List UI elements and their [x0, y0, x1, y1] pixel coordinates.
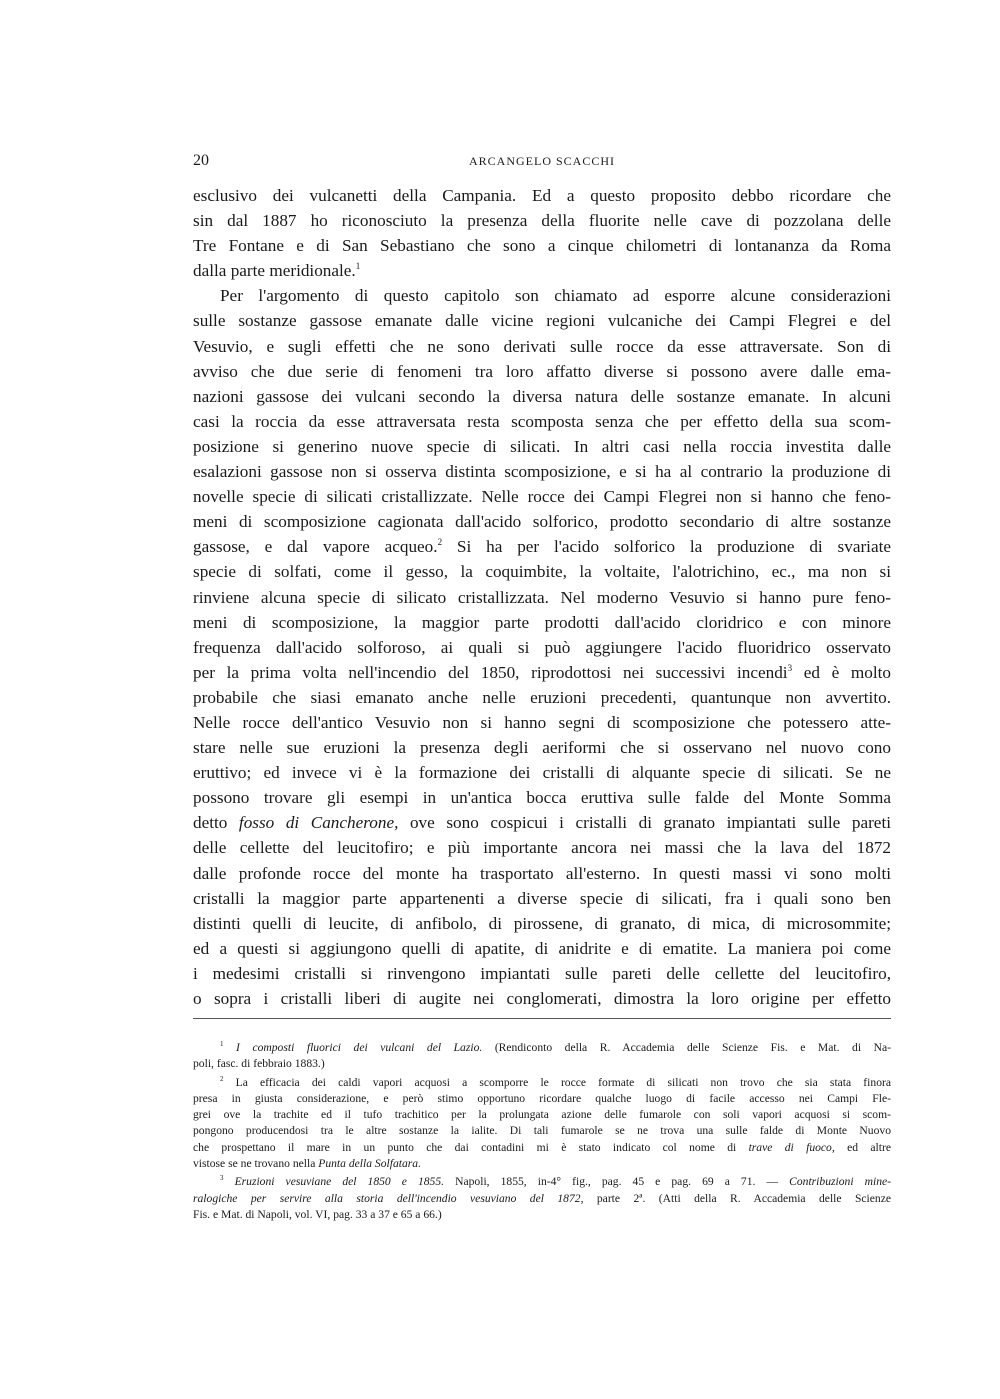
- text-line: [193, 258, 891, 283]
- text-line: novelle specie di silicati cristallizzate. Nelle rocce dei Campi Flegrei non si hanno che feno-: [193, 487, 891, 507]
- body-text: [193, 183, 891, 1011]
- footnotes: [193, 1040, 891, 1223]
- text-line: sin dal 1887 ho riconosciuto la presenza della fluorite nelle cave di pozzolana delle: [193, 211, 891, 231]
- footnote-ref: 1: [355, 261, 361, 272]
- running-title: ARCANGELO SCACCHI: [468, 154, 615, 168]
- text-line: esalazioni gassose non si osserva distinta scomposizione, e si ha al contrario la produzione di: [193, 462, 891, 482]
- footnote-italic: Punta della Solfatara.: [318, 1157, 421, 1171]
- footnote-text: ed altre: [834, 1140, 891, 1154]
- text-line: Vesuvio, e sugli effetti che ne sono derivati sulle rocce da esse attraversate. Son di: [193, 336, 891, 356]
- footnote-line: [193, 1191, 891, 1207]
- footnote-1: [193, 1040, 891, 1056]
- text-segment: detto: [193, 813, 239, 833]
- text-segment: gassose, e dal vapore acqueo.: [193, 537, 438, 557]
- text-line: delle cellette del leucitofiro; e più importante ancora nei massi che la lava del 1872: [193, 838, 891, 858]
- footnote-italic: trave di fuoco,: [748, 1140, 835, 1154]
- text-line: cristalli la maggior parte appartenenti a diverse specie di silicati, fra i quali sono ben: [193, 888, 891, 908]
- footnote-line: [193, 1156, 891, 1172]
- text-segment: dalla parte meridionale.: [193, 261, 356, 281]
- text-line: stare nelle sue eruzioni la presenza degli aeriformi che si osservano nel nuovo cono: [193, 738, 891, 758]
- text-line: esclusivo dei vulcanetti della Campania. Ed a questo proposito debbo ricordare che: [193, 186, 891, 205]
- footnote-line: presa in giusta considerazione, e però stimo opportuno ricordare qualche luogo di facile accesso nei Campi Fle-: [193, 1091, 891, 1105]
- page-header: [193, 152, 891, 172]
- text-line: [193, 810, 891, 835]
- footnote-text: (Rendiconto della R. Accademia delle Scienze Fis. e Mat. di Na-: [482, 1041, 891, 1054]
- footnote-text: che prospettano il mare in un punto che dai contadini mi è stato indicato col nome di: [193, 1140, 749, 1154]
- footnote-ref: 2: [437, 537, 443, 548]
- text-line: meni di scomposizione, la maggior parte prodotti dall'acido cloridrico e con minore: [193, 612, 891, 632]
- footnote-text: La efficacia dei caldi vapori acquosi a scomporre le rocce formate di silicati non trovo che sia stata finora: [235, 1075, 891, 1089]
- footnote-marker: 2: [220, 1074, 224, 1083]
- footnote-line: pongono producendosi tra le altre sostanze la ialite. Di tali fumarole se ne trova una sulle falde di Monte Nuovo: [193, 1124, 891, 1138]
- text-line: posizione si generino nuove specie di silicati. In altri casi nella roccia investita dalle: [193, 436, 891, 456]
- footnote-text: vistose se ne trovano nella: [193, 1157, 319, 1171]
- footnote-ref: 3: [787, 662, 793, 673]
- text-line: probabile che siasi emanato anche nelle eruzioni precedenti, quantunque non avvertito.: [193, 687, 891, 707]
- text-line: eruttivo; ed invece vi è la formazione dei cristalli di alquante specie di silicati. Se ne: [193, 763, 891, 783]
- italic-place-name: fosso di Cancherone,: [238, 813, 399, 833]
- text-segment: ove sono cospicui i cristalli di granato impiantati sulle pareti: [398, 813, 891, 833]
- text-line: distinti quelli di leucite, di anfibolo, di pirossene, di granato, di mica, di microsommite;: [193, 913, 891, 933]
- text-line: meni di scomposizione cagionata dall'acido solforico, prodotto secondario di altre sostanze: [193, 512, 891, 532]
- text-line: casi la roccia da esse attraversata resta scomposta senza che per effetto della sua scom-: [193, 411, 891, 431]
- footnote-italic: ralogiche per servire alla storia dell'incendio vesuviano del 1872,: [193, 1191, 584, 1205]
- paragraph-first-line: Per l'argomento di questo capitolo son chiamato ad esporre alcune considerazioni: [220, 286, 891, 306]
- footnote-title: I composti fluorici dei vulcani del Lazio.: [236, 1041, 483, 1054]
- text-line: i medesimi cristalli si rinvengono impiantati sulle pareti delle cellette del leucitofiro,: [193, 963, 891, 983]
- footnote-2: [193, 1075, 891, 1091]
- text-line: frequenza dall'acido solforoso, ai quali si può aggiungere l'acido fluoridrico osservato: [193, 637, 891, 657]
- text-segment: per la prima volta nell'incendio del 1850, riprodottosi nei successivi incendi: [193, 662, 788, 682]
- text-line: sulle sostanze gassose emanate dalle vicine regioni vulcaniche dei Campi Flegrei e del: [193, 311, 891, 331]
- footnote-italic: Contribuzioni mine-: [789, 1175, 891, 1189]
- footnote-line: Fis. e Mat. di Napoli, vol. VI, pag. 33 a 37 e 65 a 66.): [193, 1207, 442, 1221]
- text-segment: Si ha per l'acido solforico la produzione di svariate: [442, 537, 891, 557]
- text-line: ed a questi si aggiungono quelli di apatite, di anidrite e di ematite. La maniera poi come: [193, 938, 891, 958]
- footnote-text: Napoli, 1855, in-4° fig., pag. 45 e pag. 69 a 71. —: [444, 1175, 790, 1189]
- footnote-italic: Eruzioni vesuviane del 1850 e 1855.: [234, 1175, 445, 1189]
- text-line: o sopra i cristalli liberi di augite nei conglomerati, dimostra la loro origine per effetto: [193, 989, 891, 1008]
- text-line: [193, 534, 891, 559]
- page-number: 20: [193, 152, 209, 169]
- footnote-line: grei ove la trachite ed il tufo trachitico per la prolungata azione delle fumarole con soli vapori acquosi si scom-: [193, 1108, 891, 1122]
- text-line: rinviene alcuna specie di silicato cristallizzata. Nel moderno Vesuvio si hanno pure feno-: [193, 587, 891, 607]
- footnote-text: parte 2ª. (Atti della R. Accademia delle Scienze: [583, 1191, 891, 1205]
- text-line: dalle profonde rocce del monte ha trasportato all'esterno. In questi massi vi sono molti: [193, 863, 891, 883]
- footnote-line: [193, 1140, 891, 1156]
- text-line: Nelle rocce dell'antico Vesuvio non si hanno segni di scomposizione che potessero atte-: [193, 712, 891, 732]
- footnote-line: poli, fasc. di febbraio 1883.): [193, 1057, 325, 1071]
- text-line: nazioni gassose dei vulcani secondo la diversa natura delle sostanze emanate. In alcuni: [193, 386, 891, 406]
- text-line: possono trovare gli esempi in un'antica bocca eruttiva sulle falde del Monte Somma: [193, 788, 891, 808]
- footnote-marker: 1: [220, 1040, 224, 1048]
- text-line: Tre Fontane e di San Sebastiano che sono a cinque chilometri di lontananza da Roma: [193, 236, 891, 256]
- text-line: avviso che due serie di fenomeni tra loro affatto diverse si possono avere dalle ema-: [193, 361, 891, 381]
- text-segment: ed è molto: [792, 662, 891, 682]
- footnote-separator: [193, 1018, 891, 1019]
- footnote-marker: 3: [220, 1174, 224, 1183]
- text-line: specie di solfati, come il gesso, la coquimbite, la voltaite, l'alotrichino, ec., ma non si: [193, 562, 891, 582]
- text-line: [193, 660, 891, 685]
- footnote-3: [193, 1174, 891, 1190]
